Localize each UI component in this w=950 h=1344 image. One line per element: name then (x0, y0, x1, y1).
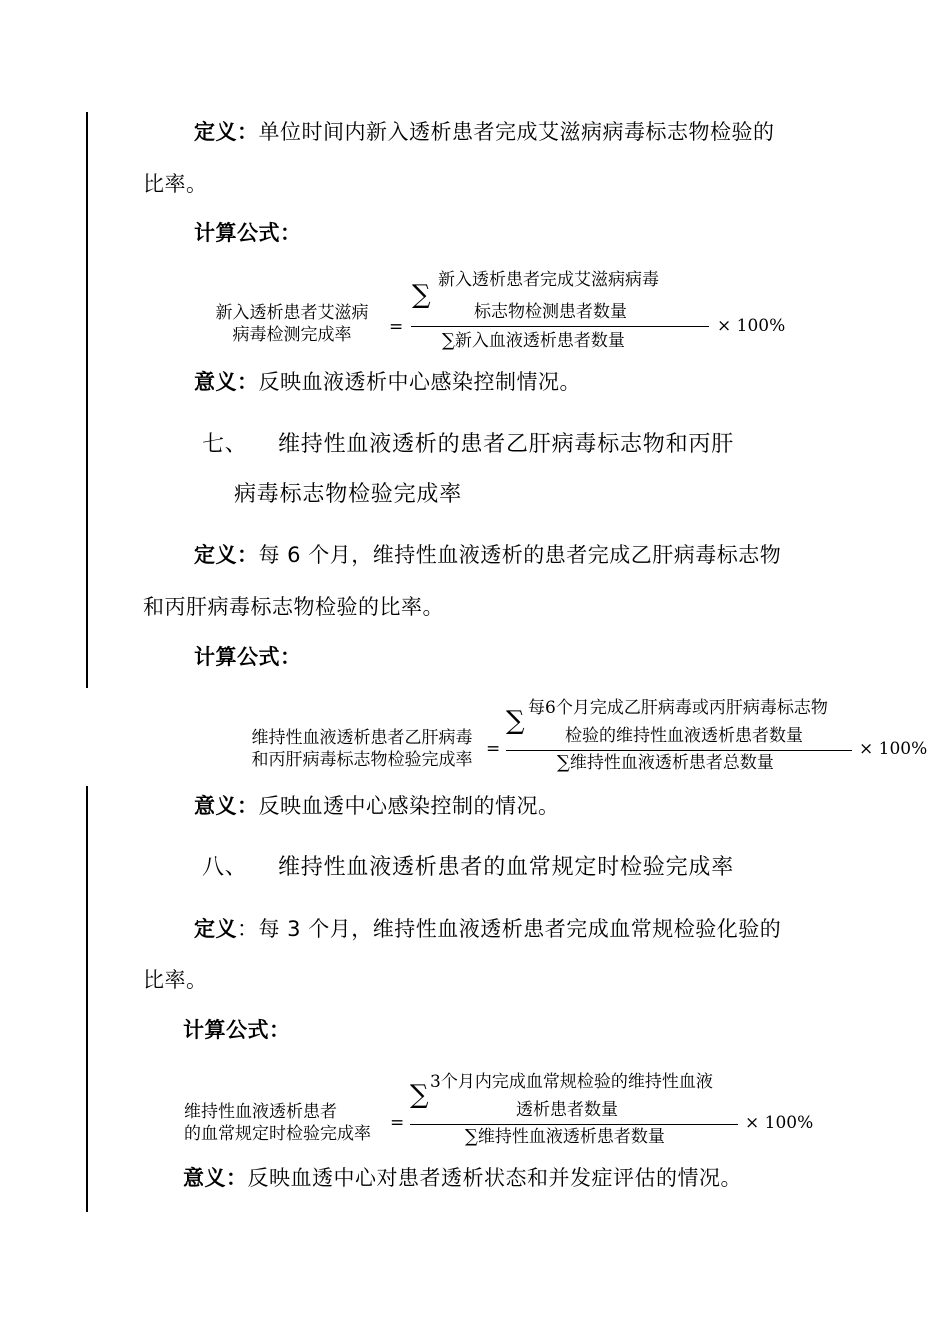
s7-meaning-label: 意义： (194, 794, 259, 818)
s6-numerator-line2: 标志物检测患者数量 (474, 302, 627, 322)
s8-formula-lhs: 维持性血液透析患者 的血常规定时检验完成率 (184, 1102, 371, 1144)
s7-heading-number: 七、 (202, 432, 248, 457)
s7-times-100: × 100% (859, 739, 928, 759)
s6-formula-lhs: 新入透析患者艾滋病 病毒检测完成率 (215, 303, 369, 345)
s6-meaning: 意义：反映血液透析中心感染控制情况。 (194, 370, 581, 394)
s6-sum-sign: ∑ (412, 280, 431, 310)
s6-times-100: × 100% (717, 316, 786, 336)
s7-definition-label: 定义： (194, 543, 259, 567)
s7-heading-line2: 病毒标志物检验完成率 (234, 482, 463, 507)
s7-numerator-line2: 检验的维持性血液透析患者数量 (565, 726, 803, 746)
s8-meaning: 意义：反映血透中心对患者透析状态和并发症评估的情况。 (183, 1166, 742, 1190)
s7-meaning: 意义：反映血透中心感染控制的情况。 (194, 794, 560, 818)
s8-definition-label: 定义 (194, 917, 237, 941)
s7-definition-line1: 定义：每 6 个月，维持性血液透析的患者完成乙肝病毒标志物 (194, 543, 782, 567)
s8-formula-equals: = (390, 1113, 405, 1133)
s8-fraction-bar (410, 1124, 738, 1125)
s8-calc-label: 计算公式： (183, 1018, 291, 1042)
s8-numerator-line2: 透析患者数量 (516, 1100, 618, 1120)
s7-definition-line2: 和丙肝病毒标志物检验的比率。 (143, 595, 444, 619)
s6-definition-line1 (194, 118, 775, 146)
s7-fraction-bar (506, 750, 852, 751)
s8-definition-line1: 定义：每 3 个月，维持性血液透析患者完成血常规检验化验的 (194, 917, 782, 941)
s6-definition-line2: 比率。 (143, 172, 208, 196)
s7-calc-label: 计算公式： (194, 645, 302, 669)
s7-formula-equals: = (486, 739, 501, 759)
s7-formula-lhs: 维持性血液透析患者乙肝病毒 和丙肝病毒标志物检验完成率 (251, 728, 473, 770)
s8-heading-number: 八、 (202, 855, 248, 880)
s6-formula-equals: = (389, 317, 404, 337)
s6-numerator-line1: 新入透析患者完成艾滋病病毒 (438, 270, 659, 290)
s8-times-100: × 100% (745, 1113, 814, 1133)
margin-line-top (86, 112, 88, 688)
s7-heading-line1: 维持性血液透析的患者乙肝病毒标志物和丙肝 (278, 432, 735, 457)
s8-meaning-label: 意义： (183, 1166, 248, 1190)
s7-numerator-line1: 每6个月完成乙肝病毒或丙肝病毒标志物 (528, 698, 828, 718)
s8-denominator: ∑维持性血液透析患者数量 (465, 1126, 665, 1147)
s6-calc-label: 计算公式： (194, 221, 302, 245)
s8-definition-line2: 比率。 (143, 968, 208, 992)
margin-line-bottom (86, 786, 88, 1212)
s6-definition-label: 定义： (194, 120, 259, 144)
s6-fraction-bar (411, 326, 709, 327)
s7-sum-sign: ∑ (506, 706, 525, 736)
s7-denominator: ∑维持性血液透析患者总数量 (557, 752, 774, 773)
s6-meaning-label: 意义： (194, 370, 259, 394)
s8-heading-line1: 维持性血液透析患者的血常规定时检验完成率 (278, 855, 735, 880)
s8-sum-sign: ∑ (410, 1080, 429, 1110)
s6-denominator: ∑新入血液透析患者数量 (442, 330, 625, 351)
s6-definition-text: 单位时间内新入透析患者完成艾滋病病毒标志物检验的 (258, 120, 775, 144)
s8-numerator-line1: 3个月内完成血常规检验的维持性血液 (430, 1072, 713, 1092)
